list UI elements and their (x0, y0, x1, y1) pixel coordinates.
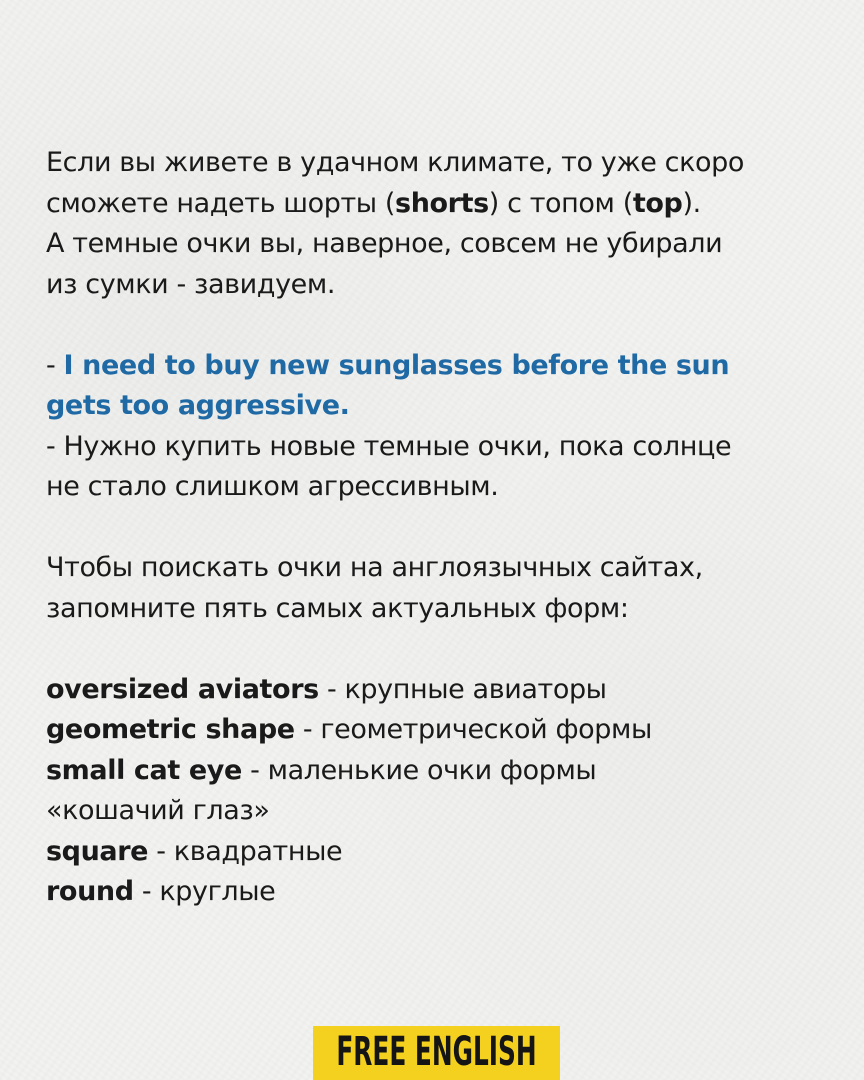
intro-line-4: из сумки - завидуем. (46, 268, 336, 300)
example-dash: - (46, 349, 64, 381)
vocab-term: round (46, 876, 134, 907)
vocab-item (46, 710, 836, 751)
brand-logo-text: FREE ENGLISH (336, 1029, 537, 1075)
vocab-translation: - крупные авиаторы (318, 673, 607, 705)
vocab-item (46, 670, 836, 711)
term-shorts: shorts (395, 187, 489, 219)
vocab-translation: - геометрической формы (294, 714, 652, 745)
vocab-term: small cat eye (46, 754, 242, 786)
vocab-item-continuation (46, 791, 836, 832)
intro-paragraph (46, 143, 836, 305)
vocab-translation: - квадратные (148, 835, 343, 867)
intro-line-2-text-post: ). (682, 187, 701, 219)
advice-line-1: Чтобы поискать очки на англоязычных сайтах, (46, 552, 703, 583)
vocab-term: oversized aviators (46, 673, 319, 705)
intro-line-2-text-mid: ) с топом ( (488, 187, 633, 219)
vocab-term: square (46, 835, 149, 867)
vocab-term: geometric shape (46, 714, 295, 745)
vocab-translation: «кошачий глаз» (46, 795, 270, 826)
example-russian-line-1: - Нужно купить новые темные очки, пока солнце (46, 430, 732, 462)
example-english-line-1 (46, 346, 836, 387)
vocab-translation: - маленькие очки формы (241, 754, 597, 786)
intro-line-3: А темные очки вы, наверное, совсем не убирали (46, 228, 723, 259)
example-english-text-1: I need to buy new sunglasses before the sun (63, 349, 730, 381)
vocab-list (46, 670, 836, 913)
intro-line-2 (46, 184, 836, 225)
brand-footer (313, 1026, 560, 1080)
intro-line-1: Если вы живете в удачном климате, то уже скоро (46, 147, 744, 178)
vocab-item (46, 751, 836, 792)
main-text-block (46, 143, 836, 953)
term-top: top (632, 187, 683, 219)
vocab-translation: - круглые (133, 876, 276, 907)
example-russian-line-2: не стало слишком агрессивным. (46, 471, 499, 502)
example-paragraph (46, 346, 836, 508)
vocab-item (46, 872, 836, 913)
vocab-item (46, 832, 836, 873)
intro-line-2-text-pre: сможете надеть шорты ( (46, 187, 396, 219)
example-english-line-2: gets too aggressive. (46, 390, 350, 421)
advice-line-2: запомните пять самых актуальных форм: (46, 592, 629, 624)
advice-paragraph (46, 548, 836, 629)
